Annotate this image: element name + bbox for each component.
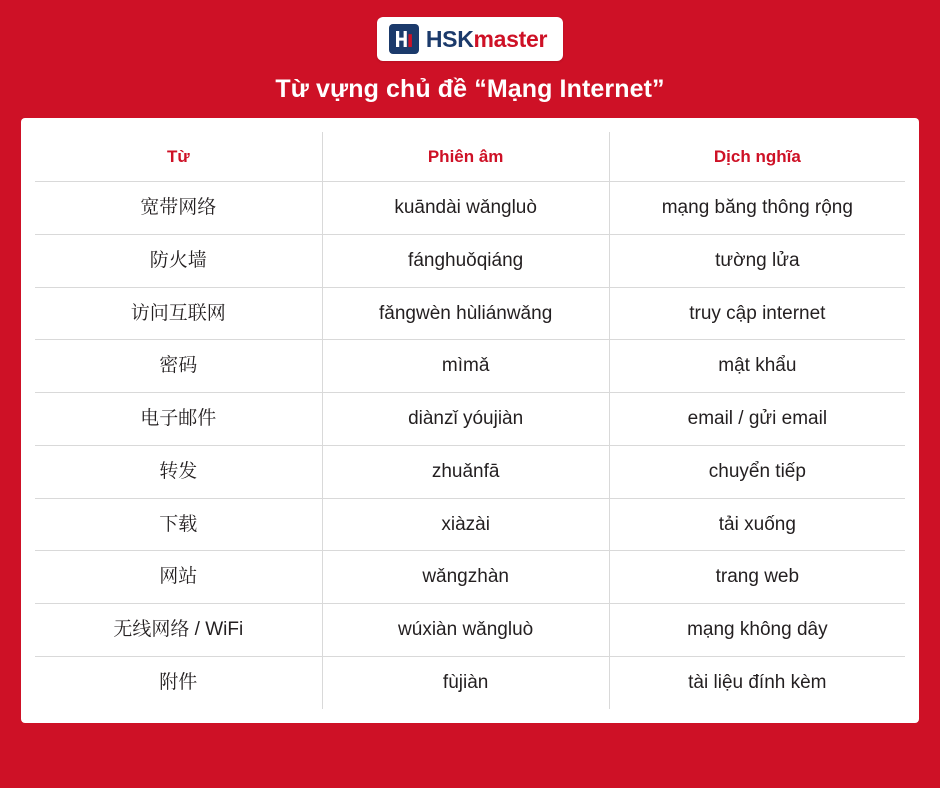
- table-row: [35, 393, 905, 446]
- cell-meaning: email / gửi email: [609, 393, 905, 446]
- cell-meaning: trang web: [609, 551, 905, 604]
- cell-word: 无线网络 / WiFi: [35, 604, 322, 657]
- table-row: [35, 551, 905, 604]
- table-row: [35, 182, 905, 235]
- column-header-word: Từ: [35, 132, 322, 182]
- cell-word: 密码: [35, 340, 322, 393]
- cell-meaning: mật khẩu: [609, 340, 905, 393]
- column-header-meaning: Dịch nghĩa: [609, 132, 905, 182]
- cell-meaning: mạng băng thông rộng: [609, 182, 905, 235]
- cell-meaning: mạng không dây: [609, 604, 905, 657]
- cell-word: 转发: [35, 445, 322, 498]
- cell-pinyin: xiàzài: [322, 498, 609, 551]
- column-header-pinyin: Phiên âm: [322, 132, 609, 182]
- hsk-monogram-icon: [389, 24, 419, 54]
- table-row: [35, 604, 905, 657]
- table-header-row: [35, 132, 905, 182]
- page-title: Từ vựng chủ đề “Mạng Internet”: [275, 75, 665, 103]
- cell-meaning: chuyển tiếp: [609, 445, 905, 498]
- table-row: [35, 445, 905, 498]
- table-row: [35, 287, 905, 340]
- cell-word: 电子邮件: [35, 393, 322, 446]
- table-header: [35, 132, 905, 182]
- cell-pinyin: zhuǎnfā: [322, 445, 609, 498]
- brand-name: [425, 25, 548, 52]
- cell-word: 下载: [35, 498, 322, 551]
- cell-pinyin: fánghuǒqiáng: [322, 234, 609, 287]
- cell-pinyin: kuāndài wǎngluò: [322, 182, 609, 235]
- cell-pinyin: fǎngwèn hùliánwǎng: [322, 287, 609, 340]
- table-row: [35, 234, 905, 287]
- vocabulary-card: [21, 118, 919, 723]
- cell-word: 附件: [35, 656, 322, 708]
- table-body: [35, 182, 905, 709]
- cell-meaning: tải xuống: [609, 498, 905, 551]
- cell-pinyin: diànzǐ yóujiàn: [322, 393, 609, 446]
- table-row: [35, 340, 905, 393]
- cell-meaning: tài liệu đính kèm: [688, 671, 827, 693]
- brand-name-primary: HSK: [425, 25, 474, 52]
- cell-meaning: tường lửa: [609, 234, 905, 287]
- cell-pinyin: mìmǎ: [322, 340, 609, 393]
- cell-word: 访问互联网: [35, 287, 322, 340]
- cell-word: 防火墙: [35, 234, 322, 287]
- vocabulary-table: [35, 132, 905, 709]
- cell-meaning: truy cập internet: [609, 287, 905, 340]
- cell-pinyin: wǎngzhàn: [322, 551, 609, 604]
- cell-pinyin: fùjiàn: [322, 656, 609, 708]
- table-row: [35, 656, 905, 708]
- cell-word: 宽带网络: [35, 182, 322, 235]
- brand-name-secondary: master: [473, 25, 548, 52]
- cell-word: 网站: [35, 551, 322, 604]
- cell-pinyin: wúxiàn wǎngluò: [322, 604, 609, 657]
- table-row: [35, 498, 905, 551]
- brand-logo: [377, 17, 563, 61]
